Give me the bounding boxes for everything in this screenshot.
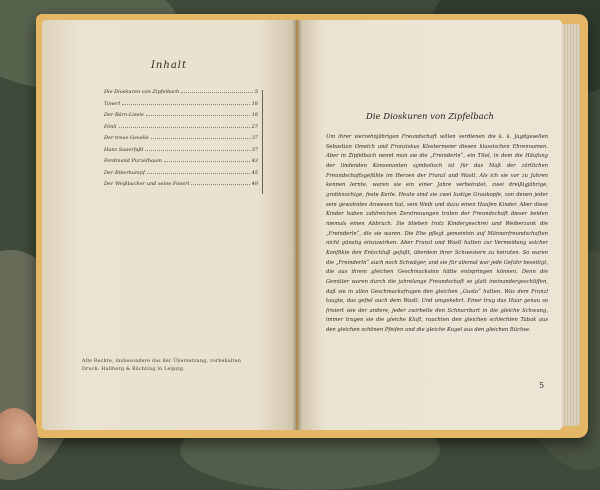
toc-entry-page: 18	[251, 112, 258, 118]
toc-entry-page: 5	[254, 89, 258, 95]
toc-entry-page: 43	[251, 158, 258, 164]
page-edges	[562, 24, 580, 426]
toc-entry	[104, 90, 258, 102]
story-title: Die Dioskuren von Zipfelbach	[366, 112, 494, 122]
right-page	[298, 20, 562, 430]
toc-entry-page: 37	[251, 146, 258, 153]
toc-entry-title: Der Biberkumpf	[104, 169, 145, 176]
toc-leader	[181, 92, 253, 93]
open-book	[36, 14, 588, 438]
toc-entry-title: Hans Sauerfaßl	[104, 146, 144, 153]
imprint	[82, 358, 282, 374]
toc-entry-page: 37	[251, 135, 258, 141]
left-page	[42, 20, 296, 430]
toc-heading: Inhalt	[150, 60, 187, 71]
toc-entry	[104, 113, 258, 125]
toc-leader	[145, 150, 249, 151]
book-gutter	[292, 20, 302, 430]
toc-entry-page: 18	[251, 100, 258, 107]
toc-entry-page: 49	[251, 181, 258, 187]
toc-leader	[191, 184, 249, 185]
toc-entry-title: Die Dioskuren von Zipfelbach	[104, 89, 180, 95]
toc-entry	[104, 136, 258, 148]
imprint-rights: Alle Rechte, insbesondere das der Übersetzung, vorbehalten	[82, 359, 242, 364]
toc-leader	[146, 115, 250, 116]
toc-entry-page: 45	[251, 169, 258, 176]
toc-entry	[104, 182, 258, 194]
toc-entry-title: Der Bärn-Lisele	[104, 112, 144, 118]
toc-entry	[104, 159, 258, 171]
toc-entry-title: Tonerl	[104, 100, 121, 107]
toc-leader	[151, 138, 250, 139]
toc-entry-title: Fönli	[104, 123, 117, 130]
toc-entry-title: Der Weißbacher und seine Fonerl	[104, 181, 190, 187]
toc-entry-page: 27	[251, 123, 258, 130]
toc-leader	[119, 127, 250, 128]
toc-leader	[122, 104, 249, 105]
toc-leader	[164, 161, 250, 162]
toc-entry-title: Ferdinand Purzelbaum	[104, 158, 162, 164]
toc-leader	[147, 173, 250, 174]
table-of-contents	[104, 90, 263, 194]
imprint-printer: Druck: Hallberg & Büchting in Leipzig	[82, 367, 184, 372]
page-number: 5	[539, 381, 545, 390]
toc-entry-title: Der treue Geselle	[104, 135, 149, 141]
story-text: Um ihrer vierzehnjährigen Freundschaft willen verdienen die k. k. Jagdgesellen Sebastian Omelch und Franziskus Klostermeier diesen klassischen Ehrennamen. Aber in Zipfelbach nennt man sie die „Freinderln“, ein Titel, in dem die Häufung der lindenden Konsonanten symbolisch ist für das Maß der zärtlichen Freundschaftsgefühle im Herzen der Franzl und Wastl. Als ich sie vor zu Jahren kennen lernte, waren sie ein einer Jahre verheiratet, zwei dreißigjährige, grobknochige, feste Kerle. Heute sind sie zwei lustige Graukopfe, von denen jeder sein gewohntes Anwesen hat, sein Weib und dazu einen Haufen Kinder. Aber diese Kinder haben zahlreichen Zerstreuungen traten der Freundschaft dieser beiden niemals einen Abbruch. Sie blieben trotz Kindergeschrei und Weiberzank die „Freinderln“, die sie waren. Die Ehe pflegt gemeinhin auf Männerfreundschaften nicht günstig einzuwirken. Aber Franzl und Wastl hatten zur Vermeidung solcher Konflikte den Entschluß gefaßt, überdem ihrer Schwestern zu heiraten. So waren die „Freinderln“ auch noch Schwäger, und sie für allemal war jede Gefahr beseitigt, die aus ihrem gleichen Geschmacksinn hätte entspringen können. Denn die Gemüter waren durch die jahrelange Freundschaft so glatt ineinandergeschliffen, daß sie in allen Geschmacksfragen den gleichen „Gusto“ hatten. Was dem Franzl taugte, das gefiel auch dem Wastl. Und umgekehrt. Einer trug das Haar genau so frisiert wie der andere, jeder zwirbelte den Schnurrbart in die gleiche Schwung, immer trugen sie die gleiche Kluft, rauchten den gleichen schlechten Tabak aus den gleichen schönen Pfeifen und die gleiche Kugel aus den gleichen Büchse.	[326, 134, 548, 334]
